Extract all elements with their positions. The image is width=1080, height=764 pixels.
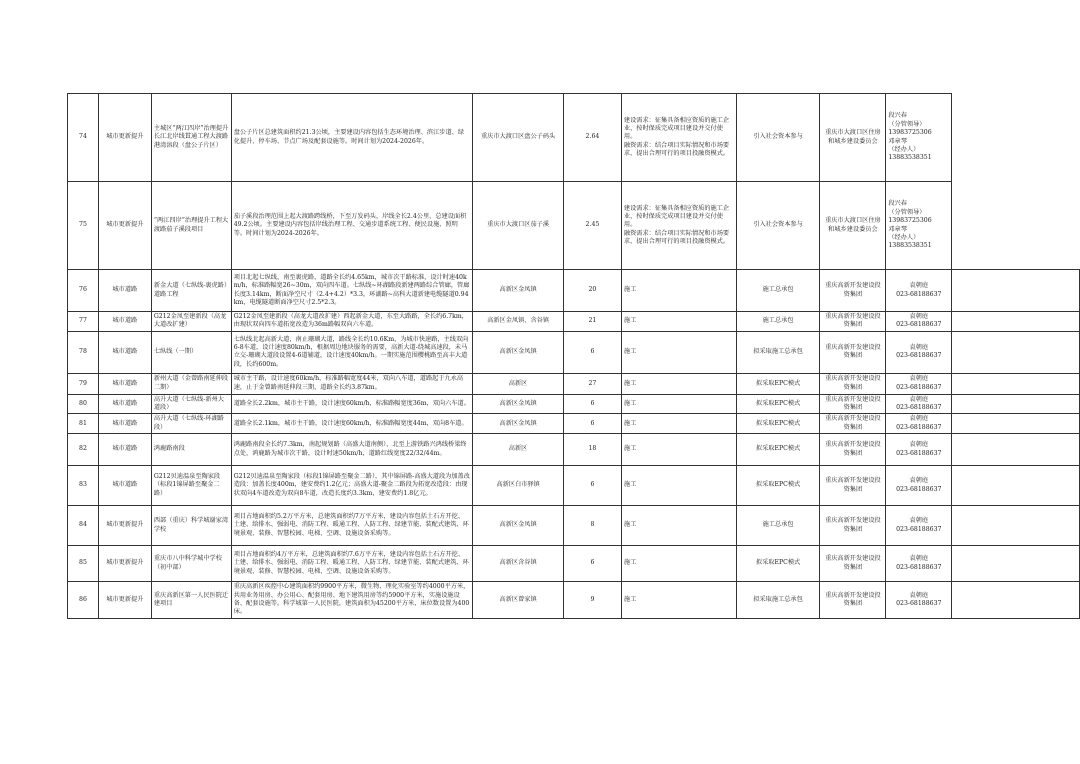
mode-cell: 拟采取施工总承包 xyxy=(736,582,820,618)
owner-cell: 重庆高新开发建设投资集团 xyxy=(820,434,886,466)
trailing-cell xyxy=(952,414,1080,434)
project-content-cell: 盘公子片区总建筑面积约21.3公顷，主要建设内容包括生态环境治理、滨江步道、绿化提升、停车场、节点广场及配套设施等。时间计划为2024-2026年。 xyxy=(231,94,472,182)
project-table xyxy=(67,93,1080,619)
table-row xyxy=(68,270,1080,312)
location-cell: 高新区金凤镇、含谷镇 xyxy=(473,312,564,332)
location-cell: 高新区金凤镇 xyxy=(473,331,564,373)
mode-cell: 拟采取EPC模式 xyxy=(736,373,820,394)
owner-cell: 重庆高新开发建设投资集团 xyxy=(820,546,886,582)
trailing-cell xyxy=(952,434,1080,466)
table-row xyxy=(68,331,1080,373)
mode-cell: 拟采取EPC模式 xyxy=(736,394,820,414)
mode-cell: 拟采取EPC模式 xyxy=(736,546,820,582)
category-cell: 城市道路 xyxy=(98,394,151,414)
trailing-cell xyxy=(952,506,1080,546)
mode-cell: 拟采取施工总承包 xyxy=(736,331,820,373)
trailing-cell xyxy=(952,394,1080,414)
table-row xyxy=(68,466,1080,506)
location-cell: 高新区白市驿镇 xyxy=(473,466,564,506)
location-cell: 重庆市大渡口区茄子溪 xyxy=(473,182,564,270)
location-cell: 高新区曾家镇 xyxy=(473,582,564,618)
project-name-cell: G212贝迪温泉至陶家段（标段1锦屏路至聚金二路） xyxy=(151,466,231,506)
category-cell: 城市更新提升 xyxy=(98,582,151,618)
table-row xyxy=(68,546,1080,582)
owner-cell: 重庆市大渡口区住房和城乡建设委员会 xyxy=(820,94,886,182)
amount-cell: 2.45 xyxy=(564,182,622,270)
category-cell: 城市更新提升 xyxy=(98,182,151,270)
requirement-cell: 施工 xyxy=(621,506,736,546)
row-number-cell: 74 xyxy=(68,94,99,182)
row-number-cell: 75 xyxy=(68,182,99,270)
amount-cell: 6 xyxy=(564,331,622,373)
project-content-cell: 城市主干路，设计速度60km/h，标准路幅宽度44米，双向八车道，道路起于九永高速，止于金曾路南延伸段三期，道路全长约3.87km。 xyxy=(231,373,472,394)
requirement-cell: 施工 xyxy=(621,373,736,394)
owner-cell: 重庆高新开发建设投资集团 xyxy=(820,394,886,414)
project-name-cell: G212金凤至建新段（高龙大道改扩建） xyxy=(151,312,231,332)
requirement-cell: 施工 xyxy=(621,331,736,373)
table-row xyxy=(68,312,1080,332)
project-name-cell: “两江四岸”治理提升工程大渡路茄子溪段项目 xyxy=(151,182,231,270)
mode-cell: 引入社会资本参与 xyxy=(736,94,820,182)
requirement-cell: 施工 xyxy=(621,466,736,506)
row-number-cell: 86 xyxy=(68,582,99,618)
amount-cell: 6 xyxy=(564,394,622,414)
category-cell: 城市道路 xyxy=(98,434,151,466)
contact-cell: 袁朝庭 023-68188637 xyxy=(886,466,952,506)
amount-cell: 6 xyxy=(564,546,622,582)
requirement-cell: 施工 xyxy=(621,312,736,332)
location-cell: 高新区金凤镇 xyxy=(473,270,564,312)
amount-cell: 27 xyxy=(564,373,622,394)
project-name-cell: 七纵线（一期） xyxy=(151,331,231,373)
mode-cell: 引入社会资本参与 xyxy=(736,182,820,270)
project-name-cell: 重庆市八中科学城中学校（初中部） xyxy=(151,546,231,582)
location-cell: 高新区金凤镇 xyxy=(473,506,564,546)
trailing-cell xyxy=(952,312,1080,332)
owner-cell: 重庆市大渡口区住房和城乡建设委员会 xyxy=(820,182,886,270)
location-cell: 高新区 xyxy=(473,434,564,466)
contact-cell: 袁朝庭 023-68188637 xyxy=(886,331,952,373)
table-row xyxy=(68,182,1080,270)
row-number-cell: 80 xyxy=(68,394,99,414)
row-number-cell: 84 xyxy=(68,506,99,546)
owner-cell: 重庆高新开发建设投资集团 xyxy=(820,331,886,373)
project-content-cell: 七纵线北起高新大道，南止珊瑚大道，路线全长约10.6Km，为城市快速路，主线双向6-8车道，设计速度80km/h，根据周边地块服务的需要，高新大道-绕城高速段，未马立交-珊瑚大道段设置4-6道辅道，设计速度40km/h。一期实施范围樱桃路至高丰大道段，长约600m。 xyxy=(231,331,472,373)
trailing-cell xyxy=(952,270,1080,312)
table-row xyxy=(68,373,1080,394)
contact-cell: 袁朝庭 023-68188637 xyxy=(886,373,952,394)
contact-cell: 袁朝庭 023-68188637 xyxy=(886,582,952,618)
requirement-cell: 施工 xyxy=(621,414,736,434)
row-number-cell: 77 xyxy=(68,312,99,332)
contact-cell: 袁朝庭 023-68188637 xyxy=(886,506,952,546)
requirement-cell: 施工 xyxy=(621,270,736,312)
category-cell: 城市道路 xyxy=(98,331,151,373)
trailing-cell xyxy=(952,582,1080,618)
mode-cell: 施工总承包 xyxy=(736,506,820,546)
requirement-cell: 施工 xyxy=(621,434,736,466)
trailing-cell xyxy=(952,373,1080,394)
table-row xyxy=(68,434,1080,466)
project-content-cell: 项目北起七纵线，南至裹虎路，道路全长约4.65km，城市次干路标准，设计时速40km/h，标准路幅宽26~30m，双向四车道。七纵线~环湖路段新建两路综合管廊，管廊长度3.14km，断面净空尺寸（2.4+4.2）*3.3，环湖路~高科大道新建电缆隧道0.94km，电缆隧道断面净空尺寸2.5*2.3。 xyxy=(231,270,472,312)
amount-cell: 21 xyxy=(564,312,622,332)
project-name-cell: 鸿鹿路南段 xyxy=(151,434,231,466)
row-number-cell: 82 xyxy=(68,434,99,466)
project-name-cell: 高升大道（七纵线-环湖路段） xyxy=(151,414,231,434)
location-cell: 高新区金凤镇 xyxy=(473,394,564,414)
project-content-cell: 鸿鹿路南段全长约7.3km，南起规划路（高盛大道南侧），北至上游铁路兴鸿线桥梁终点处，鸿鹿路为城市次干路，设计时速50km/h，道路红线宽度22/32/44m。 xyxy=(231,434,472,466)
row-number-cell: 81 xyxy=(68,414,99,434)
project-name-cell: 新州大道（金曾路南延伸段二期） xyxy=(151,373,231,394)
trailing-cell xyxy=(952,466,1080,506)
owner-cell: 重庆高新开发建设投资集团 xyxy=(820,506,886,546)
requirement-cell: 施工 xyxy=(621,394,736,414)
category-cell: 城市道路 xyxy=(98,373,151,394)
amount-cell: 8 xyxy=(564,506,622,546)
requirement-cell: 施工 xyxy=(621,582,736,618)
category-cell: 城市更新提升 xyxy=(98,546,151,582)
trailing-cell xyxy=(952,331,1080,373)
table-row xyxy=(68,94,1080,182)
table-row xyxy=(68,582,1080,618)
row-number-cell: 78 xyxy=(68,331,99,373)
mode-cell: 拟采取EPC模式 xyxy=(736,434,820,466)
owner-cell: 重庆高新开发建设投资集团 xyxy=(820,582,886,618)
category-cell: 城市更新提升 xyxy=(98,94,151,182)
table-row xyxy=(68,414,1080,434)
category-cell: 城市道路 xyxy=(98,312,151,332)
requirement-cell: 建设需求：征集具备相应资质的施工企业，按时保质完成项目建设并交付使用。 融资需求：结合项目实际情况和市场要求，提出合理可行的项目投融资模式。 xyxy=(621,182,736,270)
owner-cell: 重庆高新开发建设投资集团 xyxy=(820,466,886,506)
mode-cell: 拟采取EPC模式 xyxy=(736,466,820,506)
project-name-cell: 西部（重庆）科学城谢家湾学校 xyxy=(151,506,231,546)
row-number-cell: 79 xyxy=(68,373,99,394)
amount-cell: 6 xyxy=(564,466,622,506)
location-cell: 高新区金凤镇 xyxy=(473,414,564,434)
amount-cell: 18 xyxy=(564,434,622,466)
owner-cell: 重庆高新开发建设投资集团 xyxy=(820,312,886,332)
contact-cell: 段兴春 （分管领导） 13983725306 邓章琴 （经办人） 13883538351 xyxy=(886,94,952,182)
contact-cell: 袁朝庭 023-68188637 xyxy=(886,394,952,414)
project-content-cell: 道路全长2.2km，城市主干路，设计速度60km/h，标准路幅宽度36m，双向六车道。 xyxy=(231,394,472,414)
category-cell: 城市道路 xyxy=(98,414,151,434)
mode-cell: 拟采取EPC模式 xyxy=(736,414,820,434)
amount-cell: 2.64 xyxy=(564,94,622,182)
project-content-cell: 项目占地面积约4万平方米，总建筑面积约7.6万平方米，建设内容包括土石方开挖、土建、给排水、强弱电、消防工程、暖通工程、人防工程、绿建节能、装配式建筑、环境景观、装修、智慧校园、电梯、空调、设施设备采购等。 xyxy=(231,546,472,582)
owner-cell: 重庆高新开发建设投资集团 xyxy=(820,373,886,394)
table-row xyxy=(68,506,1080,546)
category-cell: 城市更新提升 xyxy=(98,506,151,546)
project-content-cell: G212贝迪温泉至陶家段（标段1锦屏路至聚金二路），其中锦屏路-高盛大道段为加盖改造段：加盖长度400m，建安费约1.2亿元；高盛大道-聚金二路段为拓宽改造段：由现状双向4车道改造为双向8车道，改造长度约3.3km，建安费约1.8亿元。 xyxy=(231,466,472,506)
amount-cell: 6 xyxy=(564,414,622,434)
owner-cell: 重庆高新开发建设投资集团 xyxy=(820,414,886,434)
project-content-cell: G212金凤至建新段（高龙大道改扩建）西起新金大道，东至大路路，全长约6.7km，由现状双向四车道拓宽改造为36m路幅双向六车道。 xyxy=(231,312,472,332)
project-name-cell: 主城区“两江四岸”治理提升长江北岸线貫通工程大渡路港湾溶段（盘公子片区） xyxy=(151,94,231,182)
project-content-cell: 道路全长2.1km，城市主干路，设计速度60km/h，标准路幅宽度44m，双向8车道。 xyxy=(231,414,472,434)
owner-cell: 重庆高新开发建设投资集团 xyxy=(820,270,886,312)
location-cell: 高新区含谷镇 xyxy=(473,546,564,582)
project-table-body xyxy=(68,94,1080,619)
contact-cell: 袁朝庭 023-68188637 xyxy=(886,270,952,312)
location-cell: 高新区 xyxy=(473,373,564,394)
trailing-cell xyxy=(952,94,1080,182)
row-number-cell: 83 xyxy=(68,466,99,506)
requirement-cell: 建设需求：征集具备相应资质的施工企业，按时保质完成项目建设并交付使用。 融资需求：结合项目实际情况和市场要求，提出合理可行的项目投融资模式。 xyxy=(621,94,736,182)
project-name-cell: 重庆高新区第一人民医院迁建项目 xyxy=(151,582,231,618)
category-cell: 城市道路 xyxy=(98,270,151,312)
trailing-cell xyxy=(952,182,1080,270)
category-cell: 城市道路 xyxy=(98,466,151,506)
mode-cell: 施工总承包 xyxy=(736,312,820,332)
table-row xyxy=(68,394,1080,414)
contact-cell: 袁朝庭 023-68188637 xyxy=(886,434,952,466)
contact-cell: 袁朝庭 023-68188637 xyxy=(886,546,952,582)
project-content-cell: 重庆高新区疾控中心建筑面积约9900平方米，微生物、理化实验室等约4000平方米，共用业务用房、办公用心、配套用房、地下建筑用房等约5900平方米，实施设施设备、配套设施等。科学城第一人民医院，建筑面积为45200平方米，床位数设置为400床。 xyxy=(231,582,472,618)
mode-cell: 施工总承包 xyxy=(736,270,820,312)
contact-cell: 袁朝庭 023-68188637 xyxy=(886,414,952,434)
project-content-cell: 茄子溪段治理范围上起大渡路跨线桥，下至万发码头，岸线全长2.4公里，总建设面积49.2公顷。主要建设内容包括岸线治理工程、交通步道系统工程、便民设施、照明等。时间计划为2024-2026年。 xyxy=(231,182,472,270)
trailing-cell xyxy=(952,546,1080,582)
row-number-cell: 76 xyxy=(68,270,99,312)
row-number-cell: 85 xyxy=(68,546,99,582)
project-name-cell: 新金大道（七纵线-裹虎路）道路工程 xyxy=(151,270,231,312)
contact-cell: 袁朝庭 023-68188637 xyxy=(886,312,952,332)
amount-cell: 9 xyxy=(564,582,622,618)
requirement-cell: 施工 xyxy=(621,546,736,582)
amount-cell: 20 xyxy=(564,270,622,312)
project-name-cell: 高升大道（七纵线-新州大道段） xyxy=(151,394,231,414)
contact-cell: 段兴春 （分管领导） 13983725306 邓章琴 （经办人） 13883538351 xyxy=(886,182,952,270)
project-content-cell: 项目占地面积约5.2万平方米，总建筑面积约7万平方米，建设内容包括土石方开挖、土建、给排水、强弱电、消防工程、暖通工程、人防工程、绿建节能、装配式建筑、环境景观、装修、智慧校园、电梯、空调、设施设备采购等。 xyxy=(231,506,472,546)
location-cell: 重庆市大渡口区盘公子码头 xyxy=(473,94,564,182)
